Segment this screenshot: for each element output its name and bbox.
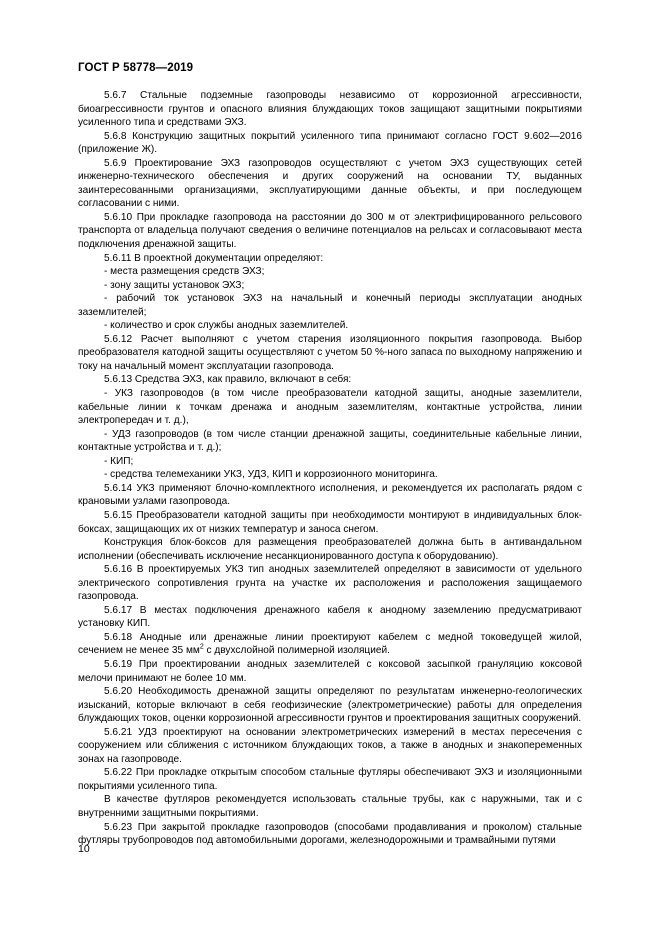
page-number: 10 [78,843,90,855]
document-header: ГОСТ Р 58778—2019 [78,62,194,74]
paragraph-5-6-19: 5.6.19 При проектировании анодных заземлителей с коксовой засыпкой грануляцию коксовой мелочи принимают не более 10 мм. [78,658,582,684]
paragraph-5-6-12: 5.6.12 Расчет выполняют с учетом старения изоляционного покрытия газопровода. Выбор преобразователя катодной защиты осуществляют с учетом 50 %-ного запаса по выходному напряжению и току на начальный момент эксплуатации газопровода. [78,333,582,372]
paragraph-5-6-11: 5.6.11 В проектной документации определяют: [104,252,324,264]
paragraph-block-box: Конструкция блок-боксов для размещения преобразователей должна быть в антивандальном исполнении (обеспечивать исключение несанкционированного доступа к оборудованию). [78,537,582,562]
paragraph-5-6-23: 5.6.23 При закрытой прокладке газопроводов (способами продавливания и проколом) стальные футляры трубопроводов под автомобильными дорогами, железнодорожными и трамвайными путями [78,821,582,847]
list-item: - средства телемеханики УКЗ, УДЗ, КИП и коррозионного мониторинга. [104,469,438,481]
list-item: - УКЗ газопроводов (в том числе преобразователи катодной защиты, анодные заземлители, кабельные линии к точкам дренажа и анодным заземлителям, контактные устройства, линии электропередач и т. д.), [78,388,582,427]
paragraph-5-6-8: 5.6.8 Конструкцию защитных покрытий усиленного типа принимают согласно ГОСТ 9.602—2016 (приложение Ж). [78,130,582,156]
paragraph-5-6-9: 5.6.9 Проектирование ЭХЗ газопроводов осуществляют с учетом ЭХЗ существующих сетей инженерно-технического обеспечения и других сооружений на основании ТУ, выданных заинтересованными организациями, эксплуатирующими данные объекты, и при последующем согласовании с ними. [78,157,582,210]
paragraph-5-6-16: 5.6.16 В проектируемых УКЗ тип анодных заземлителей определяют в зависимости от удельного электрического сопротивления грунта на участке их расположения и расположения защищаемого газопровода. [78,564,582,603]
paragraph-5-6-18 [78,631,582,658]
paragraph-casing-pipes: В качестве футляров рекомендуется использовать стальные трубы, как с наружными, так и с внутренними защитными покрытиями. [78,794,582,819]
paragraph-5-6-14: 5.6.14 УКЗ применяют блочно-комплектного исполнения, и рекомендуется их располагать рядом с крановыми узлами газопровода. [78,482,582,508]
list-item: - места размещения средств ЭХЗ; [104,266,265,278]
list-item: - рабочий ток установок ЭХЗ на начальный и конечный периоды эксплуатации анодных заземлителей; [78,293,582,318]
document-body [78,89,582,848]
list-item: - зону защиты установок ЭХЗ; [104,279,245,291]
paragraph-5-6-15: 5.6.15 Преобразователи катодной защиты при необходимости монтируют в индивидуальных блок-боксах, защищающих их от низких температур и заноса снегом. [78,509,582,535]
paragraph-5-6-18-text-end: с двухслойной полимерной изоляцией. [203,645,390,657]
paragraph-5-6-10: 5.6.10 При прокладке газопровода на расстоянии до 300 м от электрифицированного рельсового транспорта от владельца получают сведения о величине потенциалов на рельсах и согласовывают места подключения дренажной защиты. [78,211,582,251]
paragraph-5-6-22: 5.6.22 При прокладке открытым способом стальные футляры обеспечивают ЭХЗ и изоляционными покрытиями усиленного типа. [78,767,582,792]
paragraph-5-6-21: 5.6.21 УДЗ проектируют на основании электрометрических измерений в местах пересечения с сооружением или сближения с источником блуждающих токов, а также в анодных и знакопеременных зонах на газопроводе. [78,726,582,765]
paragraph-5-6-20: 5.6.20 Необходимость дренажной защиты определяют по результатам инженерно-геологических изысканий, которые включают в себя геофизические (электрометрические) работы для определения блуждающих токов, оценки коррозионной агрессивности грунтов и проектирования защитных сооружений. [78,686,582,725]
superscript: 2 [199,644,204,652]
list-item: - количество и срок службы анодных заземлителей. [104,320,349,332]
list-item: - УДЗ газопроводов (в том числе станции дренажной защиты, соединительные кабельные линии, контактные устройства и т. д.); [78,428,582,454]
paragraph-5-6-13: 5.6.13 Средства ЭХЗ, как правило, включают в себя: [104,374,352,386]
paragraph-5-6-17: 5.6.17 В местах подключения дренажного кабеля к анодному заземлению предусматривают установку КИП. [78,604,582,630]
paragraph-5-6-18-text: 5.6.18 Анодные или дренажные линии проектируют кабелем с медной токоведущей жилой, сечением не менее 35 мм [78,631,582,657]
paragraph-5-6-7: 5.6.7 Стальные подземные газопроводы независимо от коррозионной агрессивности, биоагрессивности грунтов и опасного влияния блуждающих токов защищают защитными покрытиями усиленного типа и средствами ЭХЗ. [78,90,582,129]
list-item: - КИП; [104,455,134,467]
